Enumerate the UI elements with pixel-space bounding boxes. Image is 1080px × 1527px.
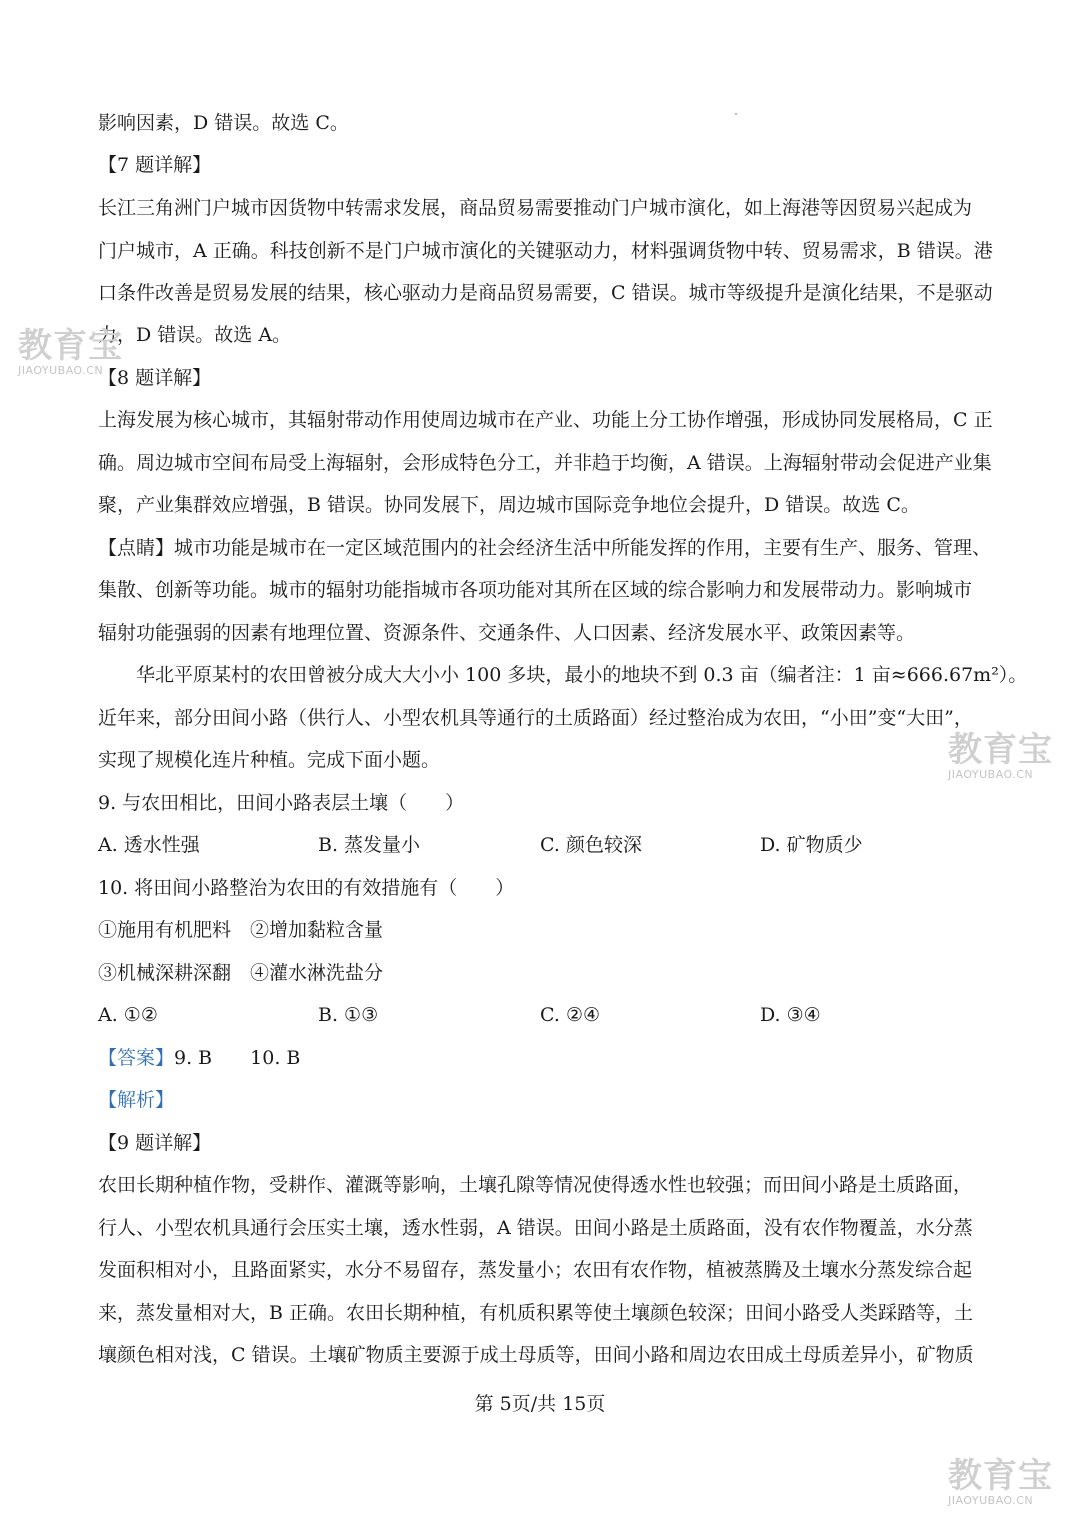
q9-option-d: D. 矿物质少 <box>760 834 863 856</box>
paragraph-line: 【点睛】城市功能是城市在一定区域范围内的社会经济生活中所能发挥的作用，主要有生产、服务、管理、 <box>98 537 992 559</box>
watermark-url: JIAOYUBAO.CN <box>948 1494 1034 1507</box>
paragraph-line: 门户城市，A 正确。科技创新不是门户城市演化的关键驱动力，材料强调货物中转、贸易需求，B 错误。港 <box>98 240 993 262</box>
watermark-text: 教育宝 <box>948 730 1053 770</box>
q10-option-a: A. ①② <box>98 1004 158 1026</box>
watermark-url: JIAOYUBAO.CN <box>948 768 1034 781</box>
q10-option-d: D. ③④ <box>760 1004 821 1026</box>
watermark-logo <box>948 1458 1060 1510</box>
paragraph-line: 发面积相对小，且路面紧实，水分不易留存，蒸发量小；农田有农作物，植被蒸腾及土壤水分蒸发综合起 <box>98 1259 973 1281</box>
paragraph-line: 影响因素，D 错误。故选 C。 <box>98 112 349 134</box>
paragraph-line: 行人、小型农机具通行会压实土壤，透水性弱，A 错误。田间小路是土质路面，没有农作物覆盖，水分蒸 <box>98 1217 973 1239</box>
paragraph-line: 壤颜色相对浅，C 错误。土壤矿物质主要源于成土母质等，田间小路和周边农田成土母质差异小，矿物质 <box>98 1344 974 1366</box>
q9-option-b: B. 蒸发量小 <box>318 834 421 856</box>
answer-label: 【答案】 <box>98 1047 175 1069</box>
section-heading: 【9 题详解】 <box>98 1132 212 1154</box>
paragraph-line: 农田长期种植作物，受耕作、灌溉等影响，土壤孔隙等情况使得透水性也较强；而田间小路是土质路面， <box>98 1174 973 1196</box>
paragraph-line: 来，蒸发量相对大，B 正确。农田长期种植，有机质积累等使土壤颜色较深；田间小路受人类踩踏等，土 <box>98 1302 974 1324</box>
q10-measures-line: ①施用有机肥料 ②增加黏粒含量 <box>98 919 384 941</box>
q9-option-a: A. 透水性强 <box>98 834 200 856</box>
paragraph-line: 聚，产业集群效应增强，B 错误。协同发展下，周边城市国际竞争地位会提升，D 错误。故选 C。 <box>98 494 920 516</box>
section-heading: 【8 题详解】 <box>98 367 212 389</box>
analysis-label: 【解析】 <box>98 1089 175 1111</box>
watermark-logo <box>18 328 130 380</box>
passage-line: 实现了规模化连片种植。完成下面小题。 <box>98 749 441 771</box>
passage-line: 华北平原某村的农田曾被分成大大小小 100 多块，最小的地块不到 0.3 亩（编者注：1 亩≈666.67m²）。 <box>136 664 1028 686</box>
watermark-url: JIAOYUBAO.CN <box>18 364 104 377</box>
page-footer: 第 5页/共 15页 <box>474 1393 606 1415</box>
answer-line <box>98 1045 300 1071</box>
paragraph-line: 集散、创新等功能。城市的辐射功能指城市各项功能对其所在区域的综合影响力和发展带动力。影响城市 <box>98 579 973 601</box>
scan-speck <box>735 113 737 115</box>
question-9-stem: 9. 与农田相比，田间小路表层土壤（ ） <box>98 792 465 814</box>
paragraph-line: 口条件改善是贸易发展的结果，核心驱动力是商品贸易需要，C 错误。城市等级提升是演化结果，不是驱动 <box>98 282 993 304</box>
q10-option-c: C. ②④ <box>540 1004 601 1026</box>
q10-measures-line: ③机械深耕深翻 ④灌水淋洗盐分 <box>98 962 384 984</box>
passage-line: 近年来，部分田间小路（供行人、小型农机具等通行的土质路面）经过整治成为农田，“小田”变“大田”， <box>98 707 973 729</box>
question-10-stem: 10. 将田间小路整治为农田的有效措施有（ ） <box>98 877 515 899</box>
q10-option-b: B. ①③ <box>318 1004 379 1026</box>
watermark-text: 教育宝 <box>18 326 123 366</box>
paragraph-line: 长江三角洲门户城市因货物中转需求发展，商品贸易需要推动门户城市演化，如上海港等因贸易兴起成为 <box>98 197 973 219</box>
watermark-text: 教育宝 <box>948 1456 1053 1496</box>
paragraph-line: 辐射功能强弱的因素有地理位置、资源条件、交通条件、人口因素、经济发展水平、政策因素等。 <box>98 622 916 644</box>
section-heading: 【7 题详解】 <box>98 154 212 176</box>
q9-option-c: C. 颜色较深 <box>540 834 642 856</box>
answer-values: 9. B 10. B <box>174 1047 301 1069</box>
paragraph-line: 力，D 错误。故选 A。 <box>98 324 292 346</box>
watermark-logo <box>948 732 1060 784</box>
paragraph-line: 上海发展为核心城市，其辐射带动作用使周边城市在产业、功能上分工协作增强，形成协同发展格局，C 正 <box>98 409 993 431</box>
paragraph-line: 确。周边城市空间布局受上海辐射，会形成特色分工，并非趋于均衡，A 错误。上海辐射带动会促进产业集 <box>98 452 992 474</box>
